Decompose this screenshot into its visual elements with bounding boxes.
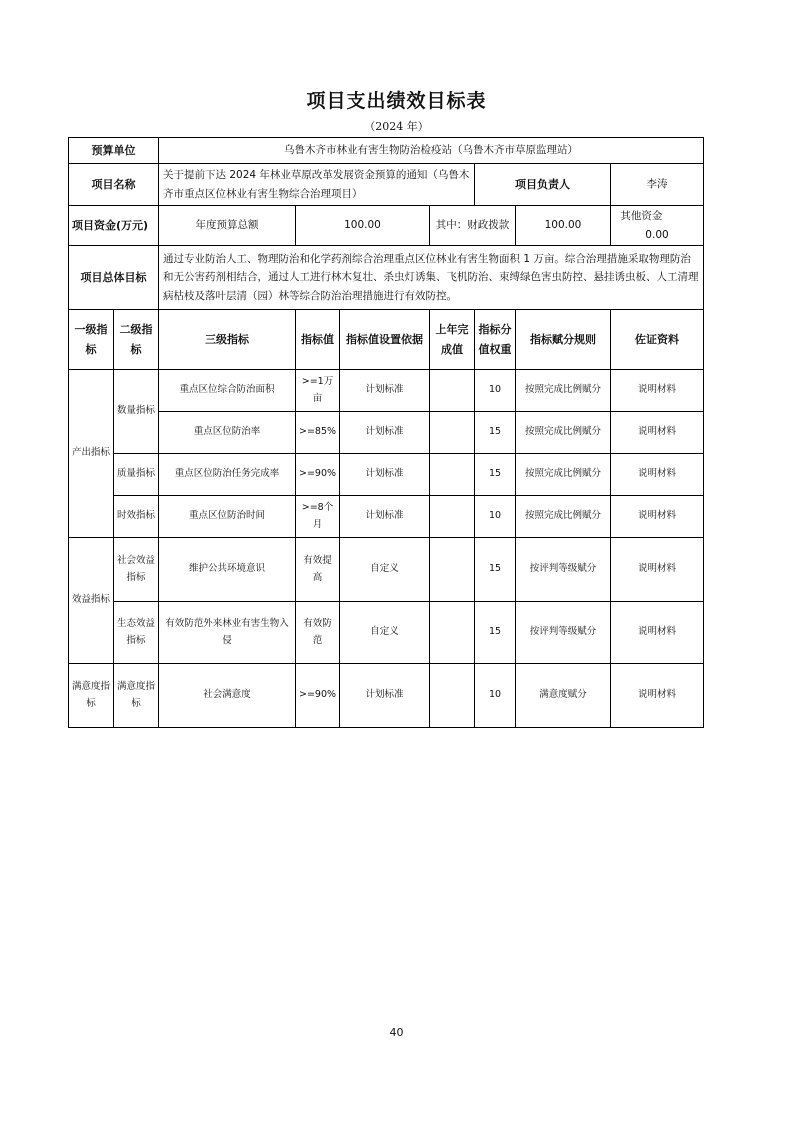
project-name-row <box>69 164 704 206</box>
basis-cell: 计划标准 <box>340 412 430 454</box>
goal-label: 项目总体目标 <box>69 246 159 310</box>
table-row <box>69 538 704 602</box>
basis-cell: 计划标准 <box>340 496 430 538</box>
col-level3: 三级指标 <box>159 310 296 370</box>
table-row <box>69 370 704 412</box>
level2-cell: 生态效益指标 <box>114 602 159 664</box>
funds-label: 项目资金(万元) <box>69 206 159 246</box>
evidence-cell: 说明材料 <box>611 412 704 454</box>
weight-cell: 10 <box>475 664 516 728</box>
value-cell: >=85% <box>296 412 340 454</box>
fiscal-value: 100.00 <box>516 206 611 246</box>
basis-cell: 计划标准 <box>340 370 430 412</box>
evidence-cell: 说明材料 <box>611 496 704 538</box>
level3-cell: 重点区位综合防治面积 <box>159 370 296 412</box>
performance-table <box>68 137 704 728</box>
level3-cell: 社会满意度 <box>159 664 296 728</box>
col-value: 指标值 <box>296 310 340 370</box>
value-cell: >=90% <box>296 454 340 496</box>
value-cell: >=1万亩 <box>296 370 340 412</box>
rule-cell: 按照完成比例赋分 <box>516 496 611 538</box>
level2-cell: 质量指标 <box>114 454 159 496</box>
rule-cell: 按评判等级赋分 <box>516 602 611 664</box>
last-year-cell <box>430 538 475 602</box>
col-evidence: 佐证资料 <box>611 310 704 370</box>
col-rule: 指标赋分规则 <box>516 310 611 370</box>
budget-unit-row <box>69 138 704 164</box>
level2-cell: 社会效益指标 <box>114 538 159 602</box>
other-funds <box>611 206 704 246</box>
table-row <box>69 602 704 664</box>
last-year-cell <box>430 412 475 454</box>
evidence-cell: 说明材料 <box>611 454 704 496</box>
other-value: 0.00 <box>645 228 669 241</box>
table-row <box>69 496 704 538</box>
table-row <box>69 664 704 728</box>
level2-cell: 数量指标 <box>114 370 159 454</box>
value-cell: 有效防范 <box>296 602 340 664</box>
budget-unit-label: 预算单位 <box>69 138 159 164</box>
level2-cell: 时效指标 <box>114 496 159 538</box>
col-last-year: 上年完成值 <box>430 310 475 370</box>
year-label: （2024 年） <box>364 120 429 133</box>
weight-cell: 15 <box>475 454 516 496</box>
last-year-cell <box>430 664 475 728</box>
table-row <box>69 412 704 454</box>
weight-cell: 10 <box>475 370 516 412</box>
col-basis: 指标值设置依据 <box>340 310 430 370</box>
col-level1: 一级指标 <box>69 310 114 370</box>
last-year-cell <box>430 370 475 412</box>
evidence-cell: 说明材料 <box>611 538 704 602</box>
page-number: 40 <box>389 1026 404 1039</box>
rule-cell: 按评判等级赋分 <box>516 538 611 602</box>
level1-cell: 满意度指标 <box>69 664 114 728</box>
basis-cell: 计划标准 <box>340 664 430 728</box>
budget-unit-value: 乌鲁木齐市林业有害生物防治检疫站（乌鲁木齐市草原监理站） <box>159 138 704 164</box>
evidence-cell: 说明材料 <box>611 664 704 728</box>
last-year-cell <box>430 496 475 538</box>
fiscal-label: 其中：财政拨款 <box>430 206 516 246</box>
column-header-row <box>69 310 704 370</box>
level3-cell: 重点区位防治时间 <box>159 496 296 538</box>
col-level2: 二级指标 <box>114 310 159 370</box>
annual-budget-label: 年度预算总额 <box>159 206 296 246</box>
weight-cell: 10 <box>475 496 516 538</box>
weight-cell: 15 <box>475 602 516 664</box>
level3-cell: 维护公共环境意识 <box>159 538 296 602</box>
value-cell: 有效提高 <box>296 538 340 602</box>
last-year-cell <box>430 602 475 664</box>
col-weight: 指标分值权重 <box>475 310 516 370</box>
goal-value: 通过专业防治人工、物理防治和化学药剂综合治理重点区位林业有害生物面积 1 万亩。综合治理措施采取物理防治和无公害药剂相结合，通过人工进行林木复壮、杀虫灯诱集、飞机防治、束缚绿色害虫防控、悬挂诱虫板、人工清理病枯枝及落叶层清（园）林等综合防治治理措施进行有效防控。 <box>159 246 704 310</box>
evidence-cell: 说明材料 <box>611 602 704 664</box>
level1-cell: 产出指标 <box>69 370 114 538</box>
level3-cell: 重点区位防治率 <box>159 412 296 454</box>
page-title: 项目支出绩效目标表 <box>306 90 487 112</box>
rule-cell: 按照完成比例赋分 <box>516 370 611 412</box>
other-label: 其他资金 <box>620 210 663 223</box>
level3-cell: 重点区位防治任务完成率 <box>159 454 296 496</box>
rule-cell: 按照完成比例赋分 <box>516 454 611 496</box>
rule-cell: 按照完成比例赋分 <box>516 412 611 454</box>
basis-cell: 计划标准 <box>340 454 430 496</box>
value-cell: >=90% <box>296 664 340 728</box>
goal-row <box>69 246 704 310</box>
project-lead-value: 李涛 <box>611 164 704 206</box>
project-lead-label: 项目负责人 <box>475 164 611 206</box>
level3-cell: 有效防范外来林业有害生物入侵 <box>159 602 296 664</box>
evidence-cell: 说明材料 <box>611 370 704 412</box>
level2-cell: 满意度指标 <box>114 664 159 728</box>
project-name-label: 项目名称 <box>69 164 159 206</box>
project-name-value: 关于提前下达 2024 年林业草原改革发展资金预算的通知（乌鲁木齐市重点区位林业有害生物综合治理项目） <box>159 164 475 206</box>
last-year-cell <box>430 454 475 496</box>
basis-cell: 自定义 <box>340 538 430 602</box>
annual-budget-value: 100.00 <box>296 206 430 246</box>
value-cell: >=8个月 <box>296 496 340 538</box>
table-row <box>69 454 704 496</box>
rule-cell: 满意度赋分 <box>516 664 611 728</box>
funds-row <box>69 206 704 246</box>
weight-cell: 15 <box>475 538 516 602</box>
weight-cell: 15 <box>475 412 516 454</box>
level1-cell: 效益指标 <box>69 538 114 664</box>
basis-cell: 自定义 <box>340 602 430 664</box>
